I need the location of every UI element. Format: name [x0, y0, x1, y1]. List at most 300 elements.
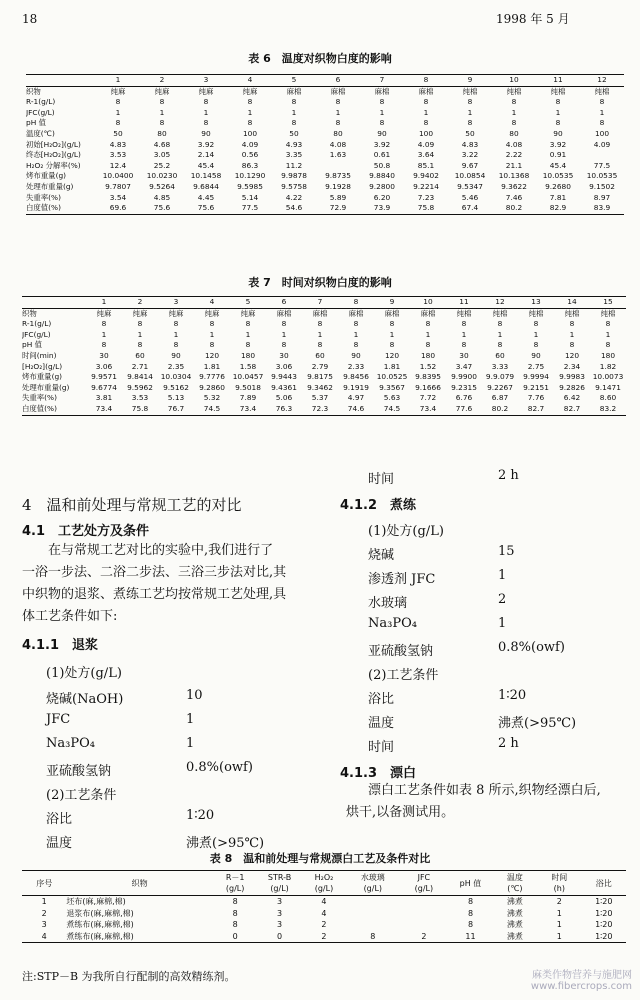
table-cell: 麻棉: [286, 86, 302, 96]
recipe-item-value: 2: [498, 592, 507, 607]
table-cell: 72.9: [329, 203, 347, 213]
watermark-line: 麻类作物营养与施肥网: [532, 970, 632, 981]
table-cell: 4.08: [505, 139, 523, 149]
table-cell: 8: [353, 340, 359, 350]
table-cell: 2: [321, 931, 327, 941]
table-cell: 麻棉: [374, 86, 390, 96]
condition-name: 时间: [368, 472, 395, 487]
table6-caption: 表 6 温度对织物白度的影响: [248, 52, 392, 65]
condition-value: 1∶20: [498, 688, 527, 703]
table-cell: 9.2267: [487, 382, 513, 392]
table-cell: 50: [289, 128, 299, 138]
condition-name: 温度: [46, 836, 73, 851]
table-cell: 麻棉: [348, 308, 364, 318]
column-header: STR-B (g/L): [267, 873, 292, 893]
table-row: [22, 319, 626, 330]
table-cell: 8: [555, 118, 561, 128]
table-cell: 10.0400: [102, 171, 134, 181]
table-row: [26, 161, 624, 172]
table-cell: 8: [209, 319, 215, 329]
table-cell: 73.9: [373, 203, 391, 213]
table-cell: 8: [159, 97, 165, 107]
table-cell: 83.2: [599, 403, 617, 413]
para-line: 体工艺条件如下:: [22, 609, 118, 624]
table-cell: 纯麻: [154, 86, 170, 96]
table-cell: 120: [564, 350, 580, 360]
table-cell: 1: [245, 329, 251, 339]
table-cell: 90: [377, 128, 387, 138]
table-cell: 8: [599, 118, 605, 128]
table-cell: 5.14: [241, 192, 259, 202]
table-cell: 10.0073: [592, 372, 624, 382]
recipe-item-name: 水玻璃: [368, 596, 408, 611]
row-label: pH 值: [26, 118, 46, 128]
table-cell: 纯棉: [600, 308, 616, 318]
recipe-item-value: 0.8%(owf): [186, 760, 253, 775]
table-cell: 4.83: [109, 139, 127, 149]
recipe-item-name: 渗透剂 JFC: [368, 572, 436, 587]
table-cell: 沸煮: [506, 897, 523, 906]
recipe-item-value: 0.8%(owf): [498, 640, 565, 655]
table-cell: 5.63: [383, 393, 401, 403]
table-cell: 8: [209, 340, 215, 350]
table-cell: 30: [99, 350, 109, 360]
table-cell: 76.7: [167, 403, 185, 413]
table-cell: 9.9.079: [485, 372, 515, 382]
table-cell: 1: [533, 329, 539, 339]
table-cell: 1: [291, 107, 297, 117]
table-cell: 8: [291, 118, 297, 128]
para-line: 漂白工艺条件如表 8 所示,织物经漂白后,: [368, 783, 601, 798]
table-cell: 8: [533, 340, 539, 350]
table-cell: 1.58: [239, 361, 257, 371]
column-header: R－1 (g/L): [225, 873, 245, 893]
table-row: [22, 383, 626, 394]
table-cell: 80.2: [505, 203, 523, 213]
table-cell: 76.3: [275, 403, 293, 413]
table-cell: 21.1: [505, 160, 523, 170]
table-cell: 80: [157, 128, 167, 138]
table-cell: 8: [232, 920, 238, 929]
watermark: [531, 966, 632, 992]
table-cell: 10.0457: [232, 372, 264, 382]
table-cell: 73.4: [419, 403, 437, 413]
table-cell: [346, 896, 399, 908]
table-cell: 3.92: [373, 139, 391, 149]
table-cell: 2: [421, 931, 427, 941]
table-cell: 3.81: [95, 393, 113, 403]
recipe-item-value: 10: [186, 688, 203, 703]
row-label: JFC(g/L): [26, 107, 55, 117]
table-cell: 3.53: [131, 393, 149, 403]
table-cell: 77.5: [593, 160, 611, 170]
table-cell: 74.5: [383, 403, 401, 413]
table-cell: 2.71: [131, 361, 149, 371]
table-row: [26, 203, 624, 214]
table-cell: 1: [209, 329, 215, 339]
table-cell: 麻棉: [330, 86, 346, 96]
row-label: 处理布重量(g): [26, 181, 74, 191]
column-number: 7: [379, 75, 385, 84]
row-label: [H₂O₂](g/L): [22, 361, 63, 371]
row-label: H₂O₂ 分解率(%): [26, 160, 81, 170]
table-cell: 8: [247, 97, 253, 107]
table-cell: 1: [101, 329, 107, 339]
table-cell: 8: [247, 118, 253, 128]
recipe-item-name: 亚硫酸氢钠: [46, 764, 112, 779]
table-cell: 8: [335, 97, 341, 107]
table-cell: 4.83: [461, 139, 479, 149]
table-cell: 80: [509, 128, 519, 138]
table-cell: 2.79: [311, 361, 329, 371]
table-cell: 3: [277, 897, 283, 906]
column-number: 9: [467, 75, 473, 84]
table6: [26, 74, 624, 215]
table-cell: 8: [137, 319, 143, 329]
table-cell: 8: [137, 340, 143, 350]
table-cell: 8: [423, 118, 429, 128]
table-cell: 8: [599, 97, 605, 107]
table-cell: 9.9983: [559, 372, 585, 382]
row-label: 终态[H₂O₂](g/L): [26, 150, 81, 160]
table-cell: 9.2680: [545, 181, 571, 191]
table-row: [26, 108, 624, 119]
row-label: 烤布重量(g): [22, 372, 63, 382]
table-cell: 9.8735: [325, 171, 351, 181]
row-label: R-1(g/L): [22, 319, 52, 329]
table-cell: 8: [245, 319, 251, 329]
table-cell: 120: [204, 350, 220, 360]
table-cell: 77.6: [455, 403, 473, 413]
table-cell: 0: [277, 931, 283, 941]
column-number: 6: [281, 297, 287, 306]
column-number: 11: [459, 297, 469, 306]
table-cell: 1∶20: [595, 920, 613, 929]
section-4-1-2-title: 4.1.2 煮练: [340, 498, 417, 513]
table-cell: 9.5018: [235, 382, 261, 392]
row-label: pH 值: [22, 340, 42, 350]
table-cell: 煮练布(麻,麻棉,棉): [66, 920, 134, 929]
table-cell: 69.6: [109, 203, 127, 213]
table-cell: 30: [459, 350, 469, 360]
table-cell: 8: [101, 340, 107, 350]
table-cell: 纯麻: [240, 308, 256, 318]
table-cell: 8: [203, 97, 209, 107]
table-cell: 纯麻: [242, 86, 258, 96]
table-cell: 纯棉: [550, 86, 566, 96]
table-cell: 45.4: [197, 160, 215, 170]
table-cell: 9.2151: [523, 382, 549, 392]
table-cell: 8: [335, 118, 341, 128]
table-cell: [399, 919, 448, 931]
column-header: 织物: [131, 878, 148, 888]
column-number: 13: [531, 297, 541, 306]
section-4-1-1-title: 4.1.1 退浆: [22, 638, 99, 653]
table-cell: 1: [247, 107, 253, 117]
column-number: 1: [115, 75, 121, 84]
recipe-item-name: JFC: [46, 712, 71, 727]
table-cell: 1.81: [383, 361, 401, 371]
table-cell: 纯棉: [492, 308, 508, 318]
table-cell: 1: [115, 107, 121, 117]
table-row: [26, 97, 624, 108]
recipe-item-value: 1: [498, 568, 507, 583]
table-cell: 10.0525: [376, 372, 408, 382]
para-line: 一浴一步法、二浴二步法、三浴三步法对比,其: [22, 565, 287, 580]
table-cell: 10.0230: [146, 171, 178, 181]
table-cell: 纯棉: [594, 86, 610, 96]
table-cell: 67.4: [461, 203, 479, 213]
table-cell: 1: [159, 107, 165, 117]
row-label: 织物: [26, 86, 41, 96]
table-cell: 8: [533, 319, 539, 329]
table-header-row: [26, 75, 624, 87]
table-cell: 2.33: [347, 361, 365, 371]
table-cell: 45.4: [549, 160, 567, 170]
table-cell: 120: [384, 350, 400, 360]
row-label: 白度值(%): [26, 203, 61, 213]
table-cell: 2: [321, 920, 327, 929]
table-cell: 72.3: [311, 403, 329, 413]
table-cell: 纯棉: [564, 308, 580, 318]
table-cell: 0.61: [373, 150, 391, 160]
table-cell: 1: [173, 329, 179, 339]
table-cell: 5.06: [275, 393, 293, 403]
recipe-item-name: 烧碱: [368, 548, 395, 563]
row-label: 烤布重量(g): [26, 171, 67, 181]
table-cell: 麻棉: [420, 308, 436, 318]
column-number: 11: [553, 75, 563, 84]
para-line: 中织物的退浆、煮练工艺均按常规工艺处理,具: [22, 587, 287, 602]
table-cell: 25.2: [153, 160, 171, 170]
row-label: R-1(g/L): [26, 97, 56, 107]
table-cell: 纯麻: [96, 308, 112, 318]
table-cell: 74.6: [347, 403, 365, 413]
table-cell: 4.45: [197, 192, 215, 202]
column-header: 序号: [36, 878, 53, 888]
row-label: 处理布重量(g): [22, 382, 70, 392]
column-number: 3: [203, 75, 209, 84]
table-cell: 90: [201, 128, 211, 138]
table-cell: 1∶20: [595, 931, 613, 941]
condition-value: 1∶20: [186, 808, 215, 823]
table-cell: 9.8175: [307, 372, 333, 382]
table-cell: 8: [497, 319, 503, 329]
table-row: [22, 340, 626, 351]
table-cell: 沸煮: [506, 920, 523, 929]
table-cell: 4: [321, 908, 327, 918]
table-cell: 85.1: [417, 160, 435, 170]
table-cell: 6.20: [373, 192, 391, 202]
table-cell: 3.06: [275, 361, 293, 371]
table-cell: 90: [171, 350, 181, 360]
table-cell: 9.2214: [413, 181, 439, 191]
column-header: 浴比: [595, 878, 612, 888]
column-header: pH 值: [459, 878, 482, 888]
table-cell: 2.14: [197, 150, 215, 160]
table-cell: 8: [389, 340, 395, 350]
table-cell: 9.1666: [415, 382, 441, 392]
column-number: 3: [173, 297, 179, 306]
table-cell: 1: [389, 329, 395, 339]
table-cell: 9.8840: [369, 171, 395, 181]
table-cell: 2.34: [563, 361, 581, 371]
table-row: [26, 150, 624, 161]
table-cell: 74.5: [203, 403, 221, 413]
table-cell: 9.1471: [595, 382, 621, 392]
table-cell: 8: [569, 319, 575, 329]
condition-name: 时间: [368, 740, 395, 755]
table-cell: 0: [232, 931, 238, 941]
table-cell: 9.1928: [325, 181, 351, 191]
table-cell: 9.9402: [413, 171, 439, 181]
table-cell: 7.23: [417, 192, 435, 202]
table-cell: 90: [553, 128, 563, 138]
table-cell: 10.1290: [234, 171, 266, 181]
table-cell: 75.8: [417, 203, 435, 213]
table-cell: [346, 908, 399, 920]
condition-value: 2 h: [498, 736, 519, 751]
table-cell: 100: [594, 128, 610, 138]
table-cell: 1: [461, 329, 467, 339]
table-cell: 9.7807: [105, 181, 131, 191]
table-header-row: [22, 297, 626, 309]
table-cell: 8: [379, 97, 385, 107]
table-cell: 1.63: [329, 150, 347, 160]
table-cell: 10.0854: [454, 171, 486, 181]
table-cell: 8: [467, 897, 474, 906]
table-cell: 50: [113, 128, 123, 138]
table-cell: 9.9878: [281, 171, 307, 181]
table-cell: 80: [333, 128, 343, 138]
watermark-line: www.fibercrops.com: [530, 981, 632, 992]
table-cell: 4.22: [285, 192, 303, 202]
table-cell: 7.76: [527, 393, 545, 403]
table-cell: 100: [418, 128, 434, 138]
table-row: [22, 393, 626, 404]
column-number: 8: [423, 75, 429, 84]
table-cell: 9.3567: [379, 382, 405, 392]
table-cell: 83.9: [593, 203, 611, 213]
table-cell: 2: [41, 908, 47, 918]
table-cell: 10.0535: [586, 171, 618, 181]
table-cell: 9.2826: [559, 382, 585, 392]
table-cell: 1: [497, 329, 503, 339]
table-cell: 3.92: [549, 139, 567, 149]
table-cell: 8: [101, 319, 107, 329]
table-cell: 麻棉: [276, 308, 292, 318]
table-cell: 麻棉: [384, 308, 400, 318]
table-row: [22, 896, 626, 908]
table-cell: 73.4: [239, 403, 257, 413]
table-cell: 纯棉: [506, 86, 522, 96]
table-cell: 8: [159, 118, 165, 128]
table-cell: 5.46: [461, 192, 479, 202]
table-cell: 3.35: [285, 150, 303, 160]
table-row: [22, 308, 626, 319]
section-4-1-3-title: 4.1.3 漂白: [340, 766, 417, 781]
table-row: [22, 919, 626, 931]
table-cell: 6.76: [455, 393, 473, 403]
table-cell: 7.89: [239, 393, 257, 403]
table-cell: 3.22: [461, 150, 479, 160]
column-number: 4: [209, 297, 215, 306]
table-cell: 3.33: [491, 361, 509, 371]
column-header: H₂O₂ (g/L): [314, 873, 334, 893]
table-cell: 3.06: [95, 361, 113, 371]
row-label: 织物: [22, 308, 37, 318]
table-cell: 1.52: [419, 361, 437, 371]
table-cell: 8: [115, 118, 121, 128]
table-cell: [316, 161, 360, 172]
table-cell: 9.3462: [307, 382, 333, 392]
column-number: 6: [335, 75, 341, 84]
table-cell: 1.81: [203, 361, 221, 371]
table-cell: 8: [317, 319, 323, 329]
table-cell: 4.97: [347, 393, 365, 403]
table-cell: 沸煮: [506, 931, 523, 941]
table8-caption: 表 8 温和前处理与常规漂白工艺及条件对比: [209, 852, 431, 865]
table-cell: 纯麻: [110, 86, 126, 96]
table-cell: [346, 919, 399, 931]
table-cell: 3.92: [197, 139, 215, 149]
table-cell: 8.60: [599, 393, 617, 403]
column-header: 水玻璃 (g/L): [360, 873, 385, 893]
column-number: 1: [101, 297, 107, 306]
table-cell: 82.7: [527, 403, 545, 413]
table-cell: 180: [600, 350, 616, 360]
table-cell: 沸煮: [506, 908, 523, 918]
section-4-title: 4 温和前处理与常规工艺的对比: [22, 496, 242, 514]
table-cell: 2.22: [505, 150, 523, 160]
column-number: 14: [567, 297, 577, 306]
table-cell: 9.2315: [451, 382, 477, 392]
table-cell: 9.9443: [271, 372, 297, 382]
table-cell: 8: [467, 908, 474, 918]
table-cell: 75.6: [197, 203, 215, 213]
table-cell: 3.05: [153, 150, 171, 160]
table-cell: 8: [511, 118, 517, 128]
table-cell: 纯棉: [528, 308, 544, 318]
table-cell: 82.9: [549, 203, 567, 213]
header-cell: [22, 297, 86, 309]
table-cell: 8: [497, 340, 503, 350]
table-row: [22, 351, 626, 362]
table-cell: 60: [315, 350, 325, 360]
table-cell: 4: [41, 931, 47, 941]
table-cell: 8: [467, 920, 474, 929]
table-cell: 1: [137, 329, 143, 339]
table-row: [26, 171, 624, 182]
table-cell: 4.09: [241, 139, 259, 149]
table-cell: 7.81: [549, 192, 567, 202]
table-cell: 2.35: [167, 361, 185, 371]
table-cell: 1: [556, 931, 562, 941]
table-cell: 纯麻: [168, 308, 184, 318]
table-cell: 9.5162: [163, 382, 189, 392]
table-cell: 8: [569, 340, 575, 350]
header-cell: [26, 75, 96, 87]
table-cell: 3.53: [109, 150, 127, 160]
recipe-item-value: 15: [498, 544, 515, 559]
table-cell: 5.89: [329, 192, 347, 202]
table-cell: 1: [555, 107, 561, 117]
table-cell: 1: [379, 107, 385, 117]
table-cell: [399, 908, 448, 920]
table8-note: 注:STP－B 为我所自行配制的高效精练剂。: [22, 970, 236, 983]
column-number: 8: [353, 297, 359, 306]
table-cell: 1∶20: [595, 897, 613, 906]
